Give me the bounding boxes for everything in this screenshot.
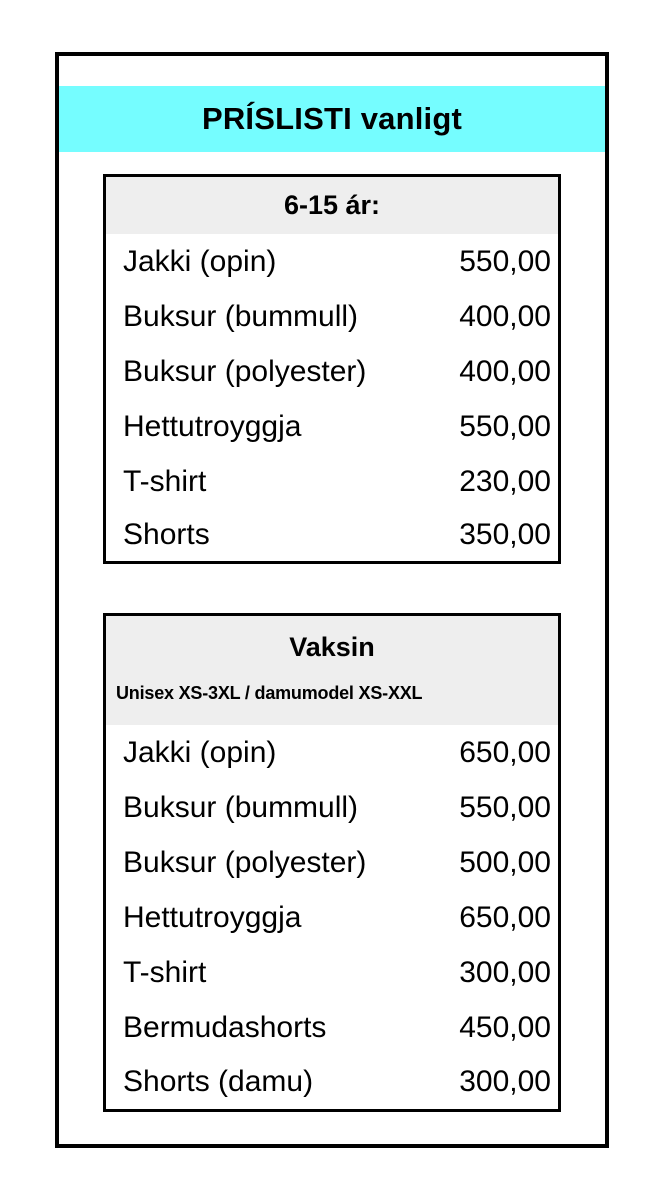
list-item [106, 725, 558, 780]
item-name: Hettutroyggja [123, 409, 302, 443]
item-name: Buksur (bummull) [123, 790, 359, 824]
list-item [106, 1000, 558, 1055]
item-name: Buksur (polyester) [123, 845, 367, 879]
item-price: 400,00 [459, 354, 551, 388]
list-item [106, 509, 558, 561]
list-item [106, 399, 558, 454]
page-title: PRÍSLISTI vanligt [59, 86, 605, 152]
section-subheading: Unisex XS-3XL / damumodel XS-XXL [116, 683, 423, 703]
item-name: Shorts [123, 518, 210, 551]
item-name: Jakki (opin) [123, 244, 277, 278]
list-item [106, 835, 558, 890]
item-price: 550,00 [459, 244, 551, 278]
item-price: 400,00 [459, 299, 551, 333]
section-heading: 6-15 ár: [106, 177, 558, 234]
item-price: 300,00 [459, 955, 551, 989]
item-name: Buksur (bummull) [123, 299, 359, 333]
item-price: 550,00 [459, 409, 551, 443]
item-price: 350,00 [459, 518, 551, 551]
item-price: 300,00 [459, 1065, 551, 1098]
section-heading: Vaksin [289, 632, 375, 662]
item-price: 450,00 [459, 1010, 551, 1044]
list-item [106, 234, 558, 289]
item-name: Buksur (polyester) [123, 354, 367, 388]
list-item [106, 454, 558, 509]
item-name: Bermudashorts [123, 1010, 327, 1044]
item-price: 500,00 [459, 845, 551, 879]
list-item [106, 344, 558, 399]
price-list-frame [55, 52, 609, 1148]
list-item [106, 945, 558, 1000]
list-item [106, 780, 558, 835]
item-price: 650,00 [459, 735, 551, 769]
item-name: Hettutroyggja [123, 900, 302, 934]
price-section-children [103, 174, 561, 564]
item-price: 650,00 [459, 900, 551, 934]
item-price: 550,00 [459, 790, 551, 824]
item-price: 230,00 [459, 464, 551, 498]
item-name: T-shirt [123, 955, 207, 989]
item-name: Jakki (opin) [123, 735, 277, 769]
item-name: T-shirt [123, 464, 207, 498]
item-name: Shorts (damu) [123, 1065, 314, 1098]
list-item [106, 289, 558, 344]
list-item [106, 1055, 558, 1109]
section-header [106, 616, 558, 725]
list-item [106, 890, 558, 945]
price-section-vaksin [103, 613, 561, 1112]
